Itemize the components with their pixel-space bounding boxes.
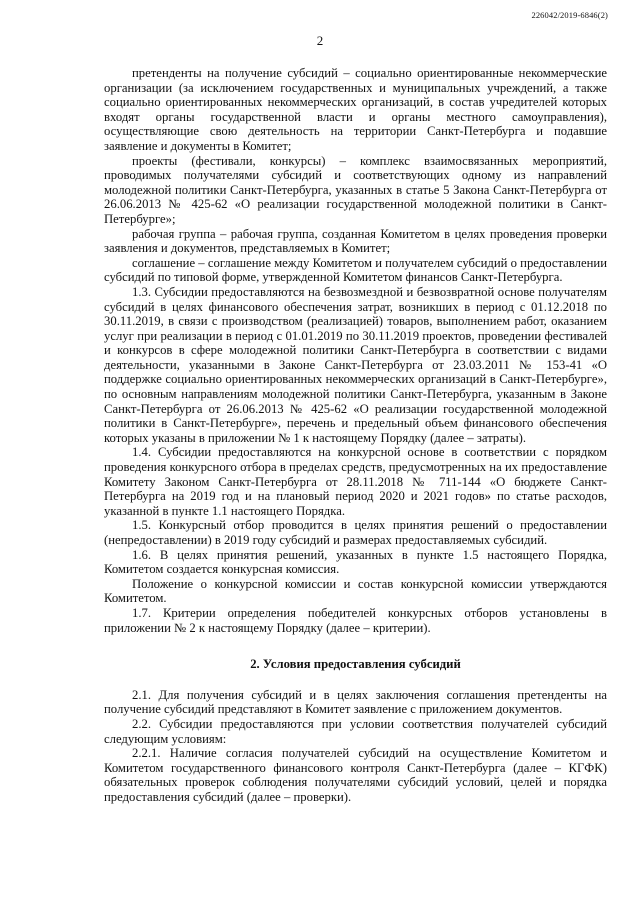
page-number: 2 — [316, 33, 324, 48]
paragraph: 2.1. Для получения субсидий и в целях заключения соглашения претенденты на получение субсидий представляют в Комитет заявление с приложением документов. — [104, 687, 607, 717]
paragraph: 1.6. В целях принятия решений, указанных в пункте 1.5 настоящего Порядка, Комитетом создается конкурсная комиссия. — [104, 547, 607, 577]
paragraph: проекты (фестивали, конкурсы) – комплекс взаимосвязанных мероприятий, проводимых получателями субсидий и соответствующих одному из направлений молодежной политики Санкт-Петербурга, указанных в статье 5 Закона Санкт-Петербурга от 26.06.2013 № 425-62 «О реализации государственной молодежной политики в Санкт-Петербурге»; — [104, 153, 607, 226]
paragraph: соглашение – соглашение между Комитетом и получателем субсидий о предоставлении субсидий по типовой форме, утвержденной Комитетом финансов Санкт-Петербурга. — [104, 255, 607, 285]
paragraph: 2.2. Субсидии предоставляются при условии соответствия получателей субсидий следующим условиям: — [104, 716, 607, 746]
paragraph: 2.2.1. Наличие согласия получателей субсидий на осуществление Комитетом и Комитетом государственного финансового контроля Санкт-Петербурга (далее – КГФК) обязательных проверок соблюдения получателями субсидий условий, целей и порядка предоставления субсидий (далее – проверки). — [104, 746, 607, 804]
document-body — [104, 66, 607, 805]
paragraph: претенденты на получение субсидий – социально ориентированные некоммерческие организации (за исключением государственных и муниципальных учреждений, а также социально ориентированных некоммерческих организаций, в состав учредителей которых входят органы государственной власти и органы местного самоуправления), осуществляющие свою деятельность на территории Санкт-Петербурга и подавшие заявление и документы в Комитет; — [104, 66, 607, 153]
paragraph: 1.4. Субсидии предоставляются на конкурсной основе в соответствии с порядком проведения конкурсного отбора в пределах средств, предусмотренных на их предоставление Комитету Законом Санкт-Петербурга от 28.11.2018 № 711-144 «О бюджете Санкт-Петербурга на 2019 год и на плановый период 2020 и 2021 годов» по статье расходов, указанной в пункте 1.1 настоящего Порядка. — [104, 445, 607, 518]
paragraph: Положение о конкурсной комиссии и состав конкурсной комиссии утверждаются Комитетом. — [104, 576, 607, 606]
paragraph: рабочая группа – рабочая группа, созданная Комитетом в целях проведения проверки заявления и документов, представляемых в Комитет; — [104, 226, 607, 256]
section-heading: 2. Условия предоставления субсидий — [250, 657, 461, 672]
document-id: 226042/2019-6846(2) — [531, 10, 608, 20]
paragraph: 1.3. Субсидии предоставляются на безвозмездной и безвозвратной основе получателям субсидий в целях финансового обеспечения затрат, возникших в период с 01.12.2018 по 30.11.2019, в связи с производством (реализацией) товаров, выполнением работ, оказанием услуг при реализации в период с 01.01.2019 по 30.11.2019 проектов, проведении фестивалей и конкурсов в сфере молодежной политики Санкт-Петербурга в соответствии с видами деятельности, указанными в Законе Санкт-Петербурга от 23.03.2011 № 153-41 «О поддержке социально ориентированных некоммерческих организаций в Санкт-Петербурге», по основным направлениям молодежной политики Санкт-Петербурга, указанным в Законе Санкт-Петербурга от 26.06.2013 № 425-62 «О реализации государственной молодежной политики в Санкт-Петербурге», перечень и предельный объем финансового обеспечения которых указаны в приложении № 1 к настоящему Порядку (далее – затраты). — [104, 284, 607, 445]
paragraph: 1.5. Конкурсный отбор проводится в целях принятия решений о предоставлении (непредоставлении) в 2019 году субсидий и размерах предоставляемых субсидий. — [104, 518, 607, 547]
paragraph: 1.7. Критерии определения победителей конкурсных отборов установлены в приложении № 2 к настоящему Порядку (далее – критерии). — [104, 605, 607, 635]
